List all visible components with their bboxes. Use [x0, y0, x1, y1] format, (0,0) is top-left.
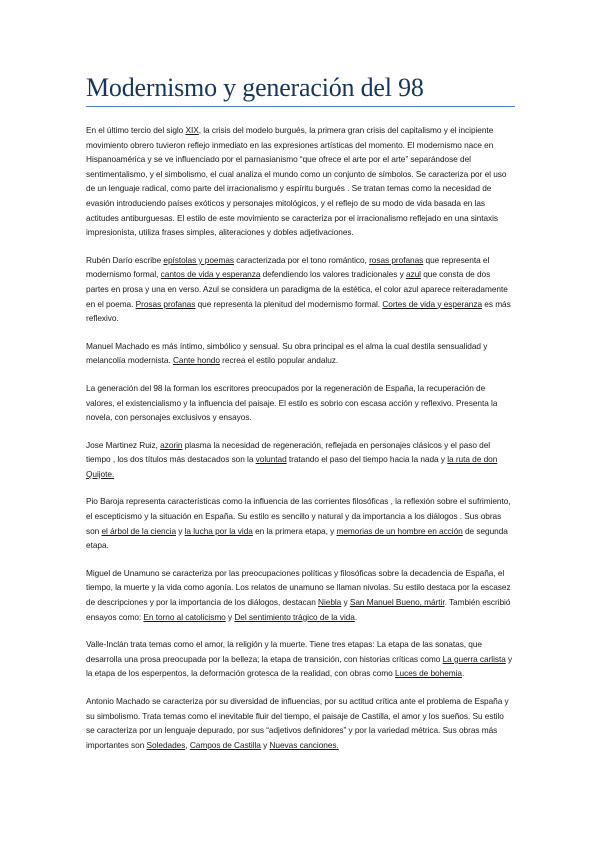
- paragraph: [86, 566, 514, 624]
- text-link[interactable]: la ruta de don Quijote.: [86, 454, 498, 479]
- text-run: La generación del 98 la forman los escritores preocupados por la regeneración de España, la recuperación de valores, el existencialismo y la influencia del paisaje. El estilo es sobrio con escasa acción y reflexivo. Presenta la novela, con personajes exclusivos y ensayos.: [86, 382, 498, 423]
- text-run: y: [176, 525, 185, 536]
- text-run: que representa el modernismo formal,: [86, 254, 490, 280]
- paragraph: [86, 123, 514, 240]
- text-run: de segunda etapa.: [86, 525, 508, 551]
- title-divider: [86, 106, 515, 107]
- text-run: Miguel de Unamuno se caracteriza por las preocupaciones políticas y filosóficas sobre la decadencia de España, el tiempo, la muerte y la vida como agonía. Los relatos de unamuno se llaman nivolas. Su estilo destaca por la escasez de descripciones y por la importancia de los diálogos, destacan: [86, 567, 511, 608]
- text-link[interactable]: XIX: [185, 125, 199, 135]
- text-link[interactable]: la lucha por la vida: [184, 525, 253, 536]
- text-run: Jose Martinez Ruiz,: [86, 439, 161, 450]
- text-run: que representa la plenitud del modernismo formal.: [195, 298, 383, 309]
- text-run: y: [260, 739, 270, 750]
- text-run: Manuel Machado es más íntimo, simbólico y sensual. Su obra principal es el alma la cual destila sensualidad y melancolía modernista.: [86, 340, 488, 366]
- text-link[interactable]: azorin: [160, 439, 183, 450]
- paragraph: [86, 253, 514, 326]
- text-run: En el último tercio del siglo: [86, 125, 186, 135]
- text-link[interactable]: rosas profanas: [369, 254, 424, 265]
- text-run: .: [354, 611, 358, 622]
- text-link[interactable]: Soledades: [146, 739, 186, 750]
- text-link[interactable]: memorias de un hombre en acción: [336, 525, 463, 536]
- text-link[interactable]: azul: [405, 269, 421, 280]
- page-title: Modernismo y generación del 98: [86, 73, 424, 102]
- text-link[interactable]: epístolas y poemas: [163, 254, 234, 265]
- text-run: , la crisis del modelo burgués, la primera gran crisis del capitalismo y el incipiente movimiento obrero tuvieron reflejo inmediato en las expresiones artísticas del momento. El modernismo nace en Hispanoamérica y se ve influenciado por el parnasianismo “que ofrece el arte por el arte” separándose del sentimentalismo, y el simbolismo, el cual analiza el mundo como un conjunto de símbolos. Se caracteriza por el uso de un lenguaje radical, como parte del irracionalismo y espíritu burgués . Se tratan temas como la necesidad de evasión introduciendo países exóticos y personajes mitológicos, y el reflejo de su modo de vida basada en las actitudes antiburguesas. El estilo de este movimiento se caracteriza por el irracionalismo reflejado en una sintaxis impresionista, utiliza frases simples, aliteraciones y dobles adjetivaciones.: [86, 125, 507, 238]
- paragraph: [86, 494, 514, 552]
- paragraph: [86, 694, 514, 752]
- text-run: . También escribió ensayos como:: [86, 597, 511, 622]
- document-body: [86, 123, 514, 752]
- text-link[interactable]: La guerra carlista: [442, 653, 506, 664]
- text-link[interactable]: Luces de bohemia: [394, 668, 462, 679]
- text-run: Pio Baroja representa características como la influencia de las corrientes filosóficas , la reflexión sobre el sufrimiento, el escepticismo y la situación en España. Su estilo es sencillo y natural y da importancia a los diálogos . Sus obras son: [86, 496, 511, 536]
- text-run: ,: [185, 739, 190, 750]
- text-link[interactable]: Cortes de vida y esperanza: [382, 298, 483, 309]
- text-run: Antonio Machado se caracteriza por su diversidad de influencias, por su actitud crítica ante el problema de España y su simbolismo. Trata temas como el inevitable fluir del tiempo, el paisaje de Castilla, el amor y los sueños. Su estilo se caracteriza por un lenguaje depurado, por sus “adjetivos definidores” y por la variedad métrica. Sus obras más importantes son: [86, 696, 509, 750]
- text-run: en la primera etapa, y: [252, 525, 337, 536]
- text-run: y la etapa de los esperpentos, la deformación grotesca de la realidad, con obras como: [86, 653, 513, 679]
- text-run: es más reflexivo.: [86, 298, 511, 324]
- text-link[interactable]: Cante hondo: [172, 355, 220, 366]
- text-run: .: [461, 668, 465, 679]
- text-link[interactable]: San Manuel Bueno, mártir: [349, 597, 445, 608]
- text-link[interactable]: Nuevas canciones.: [269, 739, 339, 750]
- text-run: caracterizada por el tono romántico,: [234, 254, 370, 265]
- text-link[interactable]: En torno al catolicismo: [143, 611, 226, 622]
- text-run: que consta de dos partes en prosa y una en verso. Azul se considera un paradigma de la estética, el color azul aparece reiteradamente en el poema.: [86, 269, 508, 309]
- paragraph: [86, 438, 514, 482]
- text-run: y: [341, 597, 350, 608]
- text-run: y: [225, 611, 235, 622]
- text-run: plasma la necesidad de regeneración, reflejada en personajes clásicos y el paso del tiempo , los dos títulos más destacados son la: [86, 439, 491, 465]
- text-run: recrea el estilo popular andaluz.: [219, 355, 339, 366]
- text-run: Rubén Darío escribe: [86, 254, 164, 265]
- text-run: tratando el paso del tiempo hacia la nada y: [286, 454, 448, 465]
- paragraph: [86, 381, 514, 425]
- text-link[interactable]: el árbol de la ciencia: [101, 525, 177, 536]
- text-link[interactable]: Campos de Castilla: [189, 739, 261, 750]
- text-link[interactable]: cantos de vida y esperanza: [160, 269, 261, 280]
- text-run: defendiendo los valores tradicionales y: [260, 269, 406, 280]
- text-run: Valle-Inclán trata temas como el amor, la religión y la muerte. Tiene tres etapas: La etapa de las sonatas, que desarrolla una prosa preocupada por la belleza; la etapa de transición, con historias críticas como: [86, 639, 482, 664]
- text-link[interactable]: Del sentimiento trágico de la vida: [234, 611, 355, 622]
- text-link[interactable]: Niebla: [318, 597, 342, 608]
- paragraph: [86, 339, 514, 368]
- text-link[interactable]: voluntad: [255, 454, 287, 465]
- paragraph: [86, 637, 514, 681]
- text-link[interactable]: Prosas profanas: [135, 298, 196, 309]
